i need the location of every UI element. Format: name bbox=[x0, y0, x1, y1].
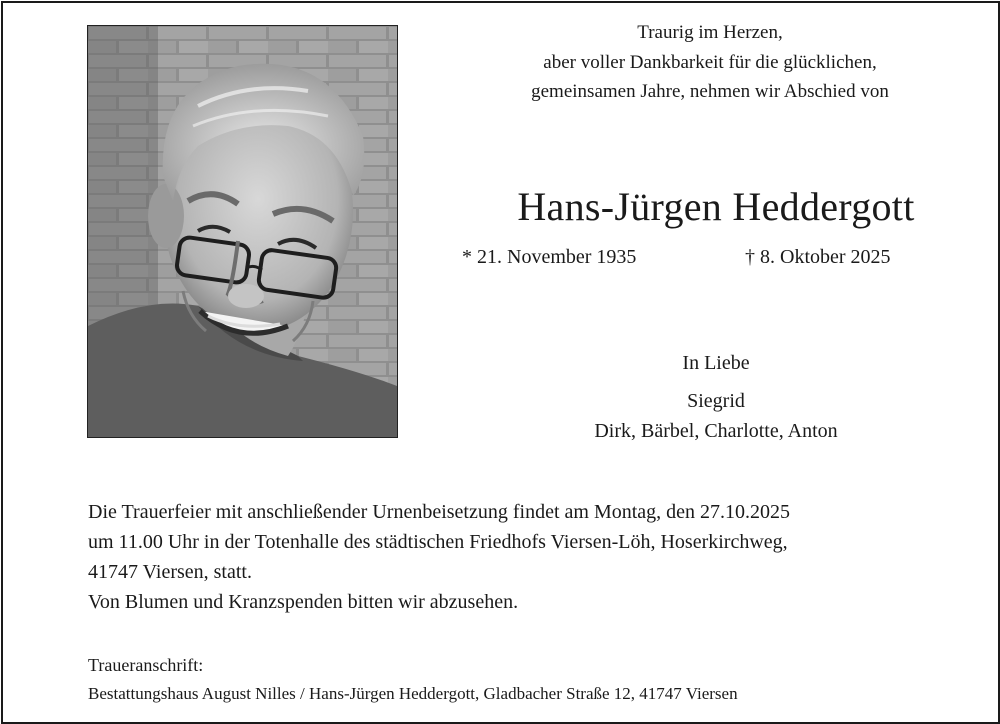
service-line-3: 41747 Viersen, statt. bbox=[88, 561, 252, 583]
address-text: Bestattungshaus August Nilles / Hans-Jürgen Heddergott, Gladbacher Straße 12, 41747 Viersen bbox=[88, 684, 738, 703]
death-date: † 8. Oktober 2025 bbox=[745, 246, 891, 268]
service-line-4: Von Blumen und Kranzspenden bitten wir abzusehen. bbox=[88, 591, 519, 613]
intro-text bbox=[430, 18, 990, 107]
intro-line-3: gemeinsamen Jahre, nehmen wir Abschied von bbox=[531, 81, 889, 102]
spouse-name: Siegrid bbox=[687, 390, 745, 412]
address-label: Traueranschrift: bbox=[88, 655, 204, 675]
service-line-1: Die Trauerfeier mit anschließender Urnenbeisetzung findet am Montag, den 27.10.2025 bbox=[88, 501, 791, 523]
children-names: Dirk, Bärbel, Charlotte, Anton bbox=[594, 420, 838, 442]
intro-line-2: aber voller Dankbarkeit für die glücklichen, bbox=[543, 51, 877, 73]
in-love-label: In Liebe bbox=[682, 352, 750, 374]
service-details bbox=[88, 497, 968, 617]
birth-date: * 21. November 1935 bbox=[462, 246, 637, 268]
intro-line-1: Traurig im Herzen, bbox=[637, 22, 783, 43]
portrait-photo bbox=[87, 25, 398, 438]
deceased-name: Hans-Jürgen Heddergott bbox=[517, 184, 915, 229]
service-line-2: um 11.00 Uhr in der Totenhalle des städtischen Friedhofs Viersen-Löh, Hoserkirchweg, bbox=[88, 531, 788, 553]
